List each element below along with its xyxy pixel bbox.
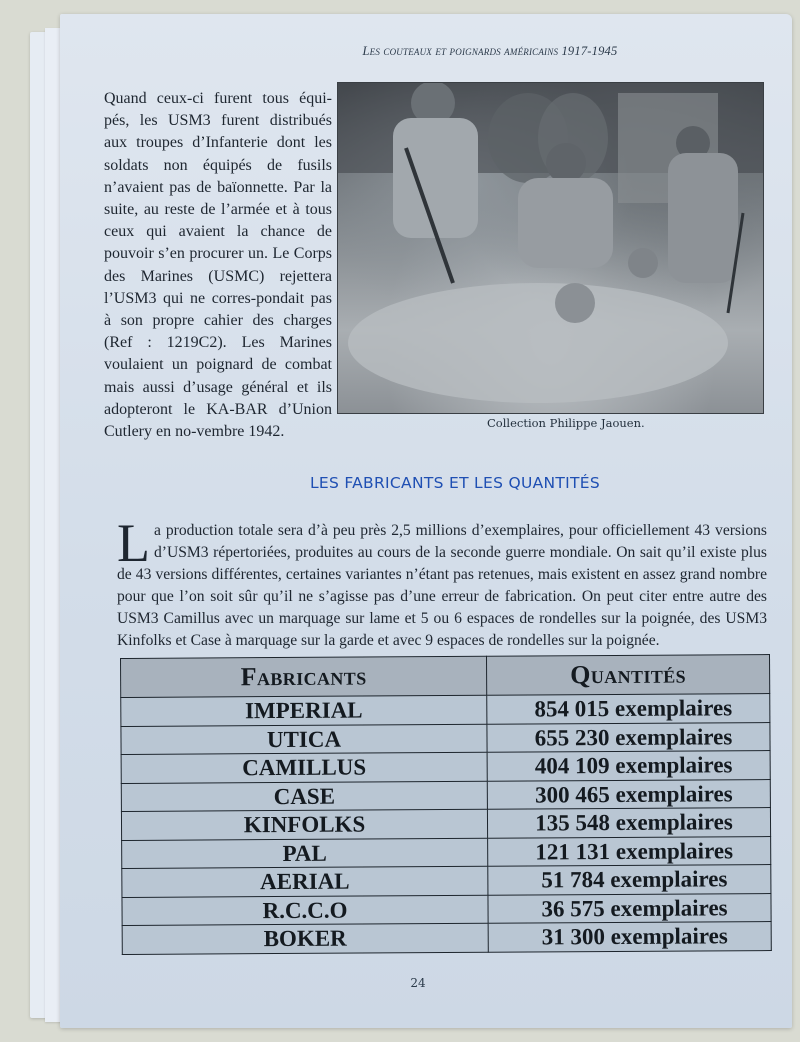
manufacturer-quantity: 31 300 exemplaires xyxy=(488,922,771,952)
manufacturer-quantity: 36 575 exemplaires xyxy=(488,893,771,923)
running-head: Les couteaux et poignards américains 1917-1945 xyxy=(362,44,618,58)
manufacturer-name: UTICA xyxy=(121,724,487,755)
manufacturer-quantity: 655 230 exemplaires xyxy=(487,722,770,752)
manufacturer-quantity: 121 131 exemplaires xyxy=(488,836,771,866)
photo-soldier-right xyxy=(668,153,738,283)
manufacturers-table xyxy=(120,654,772,954)
manufacturer-quantity: 135 548 exemplaires xyxy=(487,808,770,838)
manufacturer-name: PAL xyxy=(122,838,488,869)
manufacturer-quantity: 404 109 exemplaires xyxy=(487,751,770,781)
photo-soldiers-lying xyxy=(348,283,728,403)
drop-cap: L xyxy=(117,513,150,573)
photo-scene xyxy=(338,83,763,413)
table-row xyxy=(122,865,771,897)
intro-column-text: Quand ceux-ci furent tous équi-pés, les USM3 furent distribués aux troupes d’Infanterie dont les soldats non équipés de fusils n’avaient pas de baïonnette. Par la suite, au reste de l’armée et à tous ceux qui avaient la chance de pouvoir s’en procurer un. Le Corps des Marines (USMC) rejettera l’USM3 qui ne corres-pondait pas à son propre cahier des charges (Ref : 1219C2). Les Marines voulaient un poignard de combat mais aussi d’usage général et ils adopteront le KA-BAR d’Union Cutlery en no-vembre 1942. xyxy=(104,90,332,441)
manufacturer-name: CAMILLUS xyxy=(121,752,487,783)
manufacturer-name: AERIAL xyxy=(122,866,488,897)
table-row xyxy=(121,808,770,840)
table-row xyxy=(121,722,770,754)
manufacturers-table-wrapper xyxy=(120,654,772,954)
photo-helmet xyxy=(628,248,658,278)
manufacturer-name: IMPERIAL xyxy=(121,695,487,726)
header-fabricants: Fabricants xyxy=(121,656,487,697)
table-row xyxy=(122,836,771,868)
photo-soldier-standing xyxy=(393,118,478,238)
section-title: LES FABRICANTS ET LES QUANTITÉS xyxy=(309,474,601,492)
manufacturer-name: KINFOLKS xyxy=(121,809,487,840)
manufacturer-quantity: 854 015 exemplaires xyxy=(487,694,770,724)
body-paragraph xyxy=(117,513,767,652)
photo-soldier-seated xyxy=(518,178,613,268)
table-row xyxy=(121,779,770,811)
manufacturer-name: CASE xyxy=(121,781,487,812)
body-paragraph-text: a production totale sera d’à peu près 2,5 millions d’exemplaires, pour officiellement 43 versions d’USM3 répertoriées, produites au cours de la seconde guerre mondiale. On sait qu’il existe plus de 43 versions différentes, certaines variantes n’étant pas retenues, mais existent en assez grand nombre pour que l’on soit sûr qu’il ne s’agisse pas d’une erreur de fabrication. On peut citer entre autre des USM3 Camillus avec un marquage sur lame et 5 ou 6 espaces de rondelles sur la poignée, des USM3 Kinfolks et Case à marquage sur la garde et avec 9 espaces de rondelles sur la poignée. xyxy=(117,522,767,649)
page-number: 24 xyxy=(410,976,426,990)
manufacturer-quantity: 51 784 exemplaires xyxy=(488,865,771,895)
table-row xyxy=(122,922,771,954)
photo-helmet xyxy=(555,283,595,323)
table-header-row xyxy=(121,655,770,698)
manufacturer-name: R.C.C.O xyxy=(122,895,488,926)
manufacturer-quantity: 300 465 exemplaires xyxy=(487,779,770,809)
photo-caption: Collection Philippe Jaouen. xyxy=(487,416,645,430)
table-row xyxy=(121,694,770,726)
manufacturer-name: BOKER xyxy=(122,923,488,954)
photo-helmet xyxy=(546,143,586,183)
table-row xyxy=(121,751,770,783)
header-quantites: Quantités xyxy=(486,655,769,696)
historical-photo xyxy=(337,82,764,414)
table-row xyxy=(122,893,771,925)
